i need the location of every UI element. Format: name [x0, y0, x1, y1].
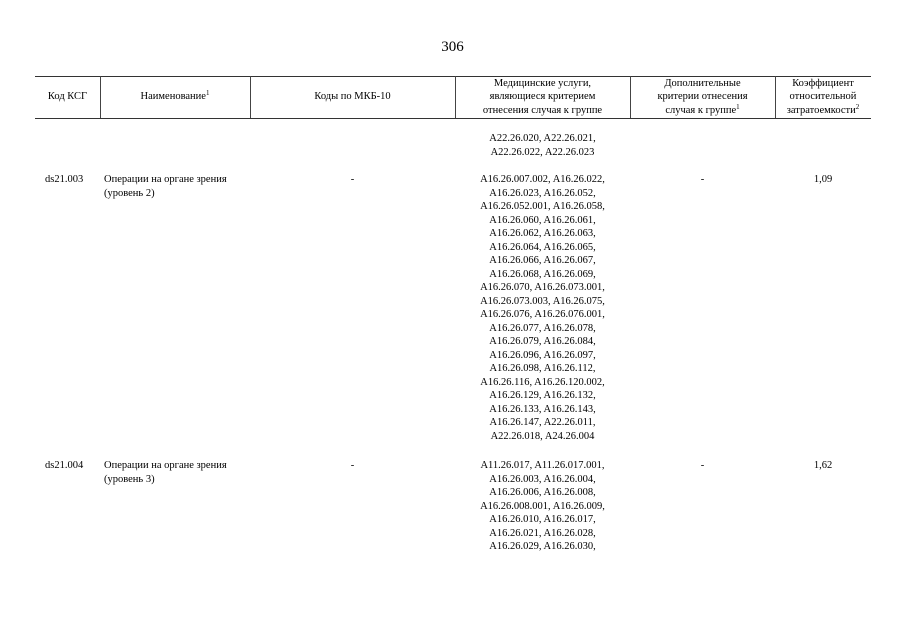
table-header-border — [35, 118, 871, 119]
row-coefficient: 1,09 — [813, 174, 833, 185]
row-services — [455, 459, 630, 554]
row-mkb: - — [350, 460, 355, 471]
header-mkb — [250, 76, 455, 118]
row-name-line: Операции на органе зрения — [104, 460, 227, 471]
service-line: A16.26.076, A16.26.076.001, — [480, 309, 605, 320]
row-coefficient: 1,62 — [813, 460, 833, 471]
header-extra-line — [657, 104, 747, 118]
header-coef-line — [787, 104, 859, 118]
row-name — [104, 173, 254, 200]
footnote-marker: 1 — [205, 89, 210, 98]
service-line: A16.26.129, A16.26.132, — [489, 390, 596, 401]
header-services-line: отнесения случая к группе — [482, 104, 603, 116]
service-line: A16.26.007.002, A16.26.022, — [480, 174, 605, 185]
header-extra-label: случая к группе — [665, 104, 737, 116]
row-name — [104, 459, 254, 486]
header-coef — [775, 76, 871, 118]
service-line: A16.26.073.003, A16.26.075, — [480, 295, 605, 307]
service-line: A16.26.008.001, A16.26.009, — [480, 500, 605, 512]
row-name-line: Операции на органе зрения — [104, 174, 227, 185]
service-line: A16.26.147, A22.26.011, — [489, 417, 596, 428]
service-line: A22.26.018, A24.26.004 — [490, 430, 595, 442]
row-extra-criteria: - — [700, 174, 705, 185]
service-line: A16.26.006, A16.26.008, — [489, 487, 596, 498]
service-line: A16.26.052.001, A16.26.058, — [480, 201, 605, 212]
service-line: A16.26.066, A16.26.067, — [489, 255, 596, 266]
page-number: 306 — [441, 39, 464, 55]
service-line: A16.26.070, A16.26.073.001, — [480, 282, 605, 293]
service-line: A16.26.060, A16.26.061, — [489, 214, 596, 226]
service-line: A16.26.064, A16.26.065, — [489, 241, 596, 253]
footnote-marker: 2 — [855, 102, 860, 111]
service-line: A11.26.017, A11.26.017.001, — [480, 460, 605, 471]
header-code-text: Код КСГ — [47, 91, 88, 103]
header-extra-line: критерии отнесения — [657, 91, 748, 103]
header-services-text — [483, 77, 602, 118]
service-line: A22.26.022, A22.26.023 — [490, 146, 595, 158]
header-code — [35, 76, 100, 118]
service-line: A16.26.023, A16.26.052, — [489, 187, 596, 199]
header-services — [455, 76, 630, 118]
service-line: A16.26.098, A16.26.112, — [489, 363, 596, 374]
service-line: A16.26.079, A16.26.084, — [489, 336, 596, 347]
service-line: A16.26.010, A16.26.017, — [489, 514, 596, 525]
header-coef-label: затратоемкости — [786, 104, 856, 116]
service-line: A16.26.062, A16.26.063, — [489, 228, 596, 239]
footnote-marker: 1 — [736, 102, 740, 111]
header-name-text — [141, 90, 210, 104]
header-extra-text — [657, 77, 747, 118]
row-code: ds21.003 — [45, 174, 84, 185]
header-name-label: Наименование — [140, 91, 206, 103]
service-line: A16.26.116, A16.26.120.002, — [480, 376, 605, 388]
header-coef-text — [787, 77, 859, 118]
header-coef-line: Коэффициент — [792, 77, 854, 89]
row-name-line: (уровень 3) — [104, 473, 155, 485]
service-line: A16.26.133, A16.26.143, — [489, 403, 596, 415]
row-name-line: (уровень 2) — [104, 187, 155, 199]
header-extra-line: Дополнительные — [664, 77, 741, 89]
service-line: A16.26.021, A16.26.028, — [489, 527, 596, 539]
row-extra-criteria: - — [700, 460, 705, 471]
header-services-line: Медицинские услуги, — [493, 77, 592, 89]
service-line: A22.26.020, A22.26.021, — [489, 133, 596, 144]
header-coef-line: относительной — [789, 91, 857, 103]
header-extra — [630, 76, 775, 118]
service-line: A16.26.096, A16.26.097, — [489, 349, 596, 361]
row-code: ds21.004 — [45, 460, 84, 471]
row-services — [455, 173, 630, 443]
header-services-line: являющиеся критерием — [489, 91, 596, 103]
header-name — [100, 76, 250, 118]
service-line: A16.26.068, A16.26.069, — [489, 268, 596, 280]
continuation-services — [455, 132, 630, 159]
header-mkb-text: Коды по МКБ-10 — [314, 91, 391, 103]
service-line: A16.26.029, A16.26.030, — [489, 541, 596, 552]
service-line: A16.26.077, A16.26.078, — [489, 322, 596, 334]
row-mkb: - — [350, 174, 355, 185]
service-line: A16.26.003, A16.26.004, — [489, 473, 596, 485]
